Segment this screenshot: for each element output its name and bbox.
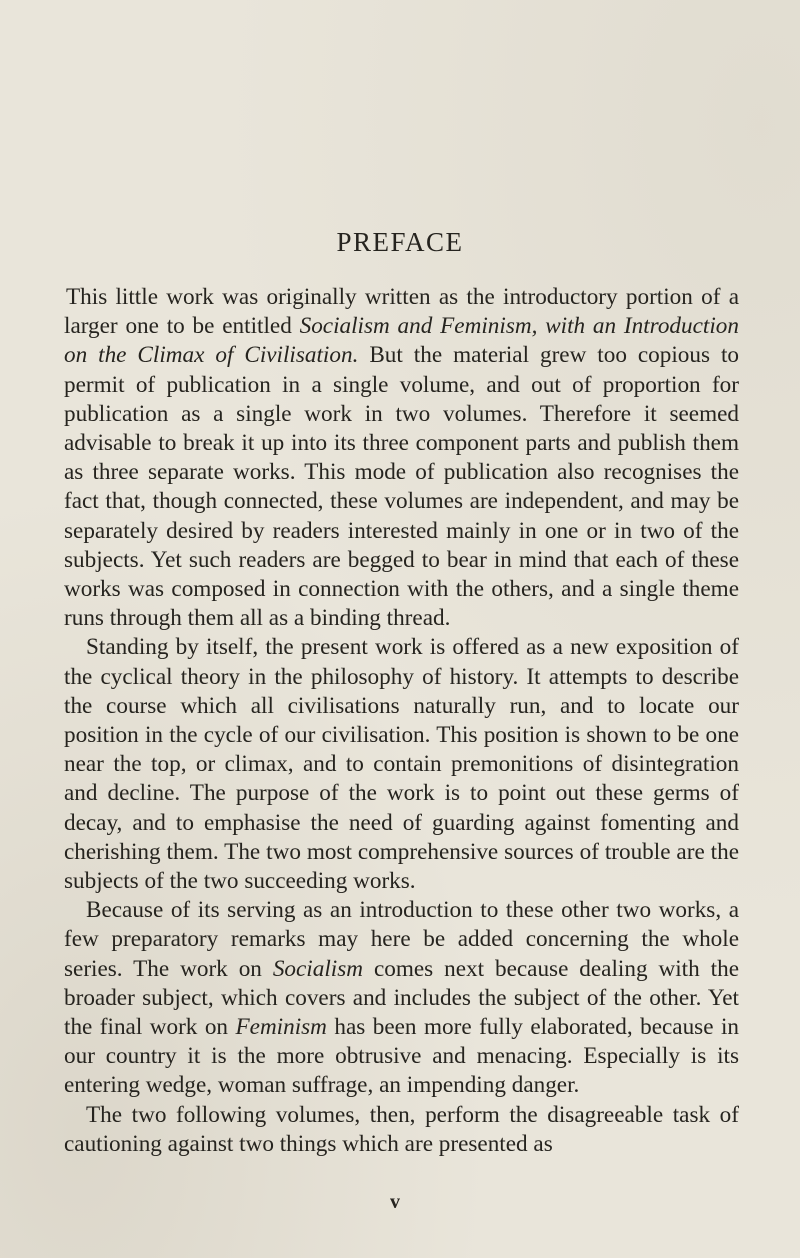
text-run: Because of its serving as an introduction to these other two works, a few preparatory remarks may here be added concerning the whole series. The work on bbox=[64, 897, 739, 982]
italic-title-text: Feminism bbox=[235, 1014, 327, 1041]
italic-title-text: Socialism and Feminism, with an Introduction on the Climax of Civilisation. bbox=[64, 313, 739, 369]
text-run: Standing by itself, the present work is offered as a new exposition of the cyclical theory in the philosophy of history. It attempts to describe the course which all civilisations naturally run, and to locate our position in the cycle of our civilisation. This position is shown to be one near the top, or climax, and to contain premonitions of disintegration and decline. The purpose of the work is to point out these germs of decay, and to emphasise the need of guarding against fomenting and cherishing them. The two most comprehensive sources of trouble are the subjects of the two succeeding works. bbox=[64, 634, 739, 895]
text-run: This little work was originally written as the introductory portion of a larger one to be entitled bbox=[64, 284, 739, 340]
page-title: PREFACE bbox=[336, 227, 464, 257]
text-run: But the material grew too copious to permit of publication in a single volume, and out of proportion for publication as a single work in two volumes. Therefore it seemed advisable to break it up into its three component parts and publish them as three separate works. This mode of publication also recognises the fact that, though connected, these volumes are independent, and may be separately desired by readers interested mainly in one or in two of the subjects. Yet such readers are begged to bear in mind that each of these works was composed in connection with the others, and a single theme runs through them all as a binding thread. bbox=[64, 342, 739, 632]
preface-body bbox=[64, 283, 739, 1159]
text-run: comes next because dealing with the broader subject, which covers and includes the subject of the other. Yet the final work on bbox=[64, 955, 739, 1041]
paragraph-1 bbox=[64, 283, 739, 633]
italic-title-text: Socialism bbox=[272, 955, 363, 982]
page-number: v bbox=[390, 1191, 400, 1213]
text-run: The two following volumes, then, perform the disagreeable task of cautioning against two things which are presented as bbox=[64, 1101, 739, 1157]
paragraph-3 bbox=[64, 896, 739, 1100]
text-run: has been more fully elaborated, because in our country it is the more obtrusive and menacing. Especially is its entering wedge, woman suffrage, an impending danger. bbox=[64, 1014, 739, 1099]
paragraph-2 bbox=[64, 633, 739, 896]
paragraph-4 bbox=[64, 1101, 739, 1159]
